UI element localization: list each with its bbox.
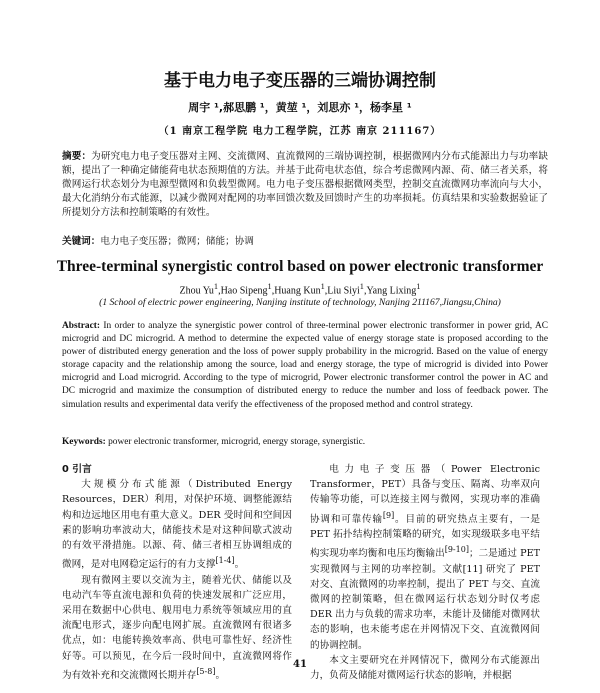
english-authors: Zhou Yu$^1$,Hao Sipeng$^1$,Huang Kun$^1$,Liu Siyi$^1$,Yang Lixing$^1$ [179,282,421,297]
english-affiliation: (1 School of electric power engineering, Nanjing institute of technology, Nanjing 211167,Jiangsu,China) [99,297,501,308]
english-abstract-text: In order to analyze the synergistic power control of three-terminal power electronic transformer in power grid, AC microgrid and DC microgrid. A method to determine the expected value of energy storage state is proposed according to the power of distributed energy generation and the loss of power supply probability in the microgrid. Based on the value of energy storage capacity and the relationship among the source, load and energy storage, the type of microgrid is divided into Power microgrid and Load microgrid. According to the type of microgrid, Power electronic transformer control the power in AC and DC microgrid and maximize the consumption of distributed energy to reduce the number and loss of feedback power. The simulation results and experimental data verify the effectiveness of the proposed method and control strategy. [62,321,548,410]
section-heading-introduction: 0 引言 [62,464,92,475]
body-paragraph: 大规模分布式能源（Distributed Energy Resources，DER）利用，对保护环境、调整能源结构和边远地区用电有重大意义。DER 受时间和空间因素的影响功率波动大，储能技术是对这种间歇式波动的有效平滑措施。以源、荷、储三者相互协调组成的微网，是对电网稳定运行的有力支撑[1-4]。 [62,479,292,571]
chinese-title: 基于电力电子变压器的三端协调控制 [164,71,436,91]
citation: [9] [382,510,395,520]
english-keywords-text: power electronic transformer, microgrid, energy storage, synergistic. [108,437,366,447]
chinese-keywords-text: 电力电子变压器；微网；储能；协调 [100,236,254,247]
chinese-authors: 周宇 ¹,郝思鹏 ¹，黄堃 ¹，刘思亦 ¹，杨李星 ¹ [188,101,412,114]
english-abstract [62,320,548,412]
citation: [9-10] [444,545,469,555]
page-number: 41 [293,659,307,670]
chinese-abstract [62,150,548,220]
author-name: Hao Sipeng [220,285,268,297]
chinese-keywords [62,235,548,248]
english-title: Three-terminal synergistic control based on power electronic transformer [56,258,544,275]
english-abstract-label: Abstract: [62,321,101,331]
author-name: Zhou Yu [179,285,214,297]
body-column-right [310,462,540,683]
chinese-affiliation: （1 南京工程学院 电力工程学院，江苏 南京 211167） [158,126,442,137]
body-paragraph: 电力电子变压器（Power Electronic Transformer，PET）具备与变压、隔离、功率双向传输等功能，可以连接主网与微网，实现功率的准确协调和可靠传输[9]。目前的研究热点主要有，一是 PET 拓扑结构控制策略的研究，如实现级联多电平结构实现功率均衡和电压均衡输出[9-10]；二是通过 PET 实现微网与主网的功率控制。文献[11] 研究了 PET 对交、直流微网的功率控制，提出了 PET 与交、直流微网的控制策略，但在微网运行状态划分时仅考虑 DER 出力与负载的需求功率，未能计及储能对微网状态的影响，也未能考虑在并网情况下交、直流微网间的协调控制。 [310,464,541,651]
english-keywords [62,437,548,447]
body-column-left [62,462,292,683]
chinese-keywords-label: 关键词： [62,236,101,247]
citation: [1-4] [215,556,235,566]
body-paragraph: 本文主要研究在并网情况下，微网分布式能源出力，负荷及储能对微网运行状态的影响，并根据 [310,654,540,682]
english-keywords-label: Keywords: [62,437,106,447]
author-name: Liu Siyi [327,285,360,297]
author-name: Huang Kun [274,285,321,297]
chinese-abstract-text: 为研究电力电子变压器对主网、交流微网、直流微网的三端协调控制，根据微网内分布式能源出力与功率缺额，提出了一种确定储能荷电状态预期值的方法。并基于此荷电状态值，综合考虑微网内源、荷、储三者关系，将微网运行状态划分为电源型微网和负载型微网。电力电子变压器根据微网类型，控制交直流微网功率流向与大小，最大化消纳分布式能源，以减少微网对配网的功率回馈次数及回馈时产生的功率损耗。仿真结果和实验数据验证了所提划分方法和控制策略的有效性。 [62,151,549,218]
chinese-abstract-label: 摘要： [62,151,92,162]
body-paragraph: 现有微网主要以交流为主，随着光伏、储能以及电动汽车等直流电源和负荷的快速发展和广泛应用，采用在数据中心供电、舰用电力系统等领域应用的直流配电形式，逐步向配电网扩展。直流微网有很诸多优点，如：电能转换效率高、供电可靠性好、经济性好等。可以预见，在今后一段时间中，直流微网将作为有效补充和交流微网长期并存[5-8]。 [62,574,292,682]
citation: [5-8] [196,666,216,676]
author-name: Yang Lixing [366,285,417,297]
